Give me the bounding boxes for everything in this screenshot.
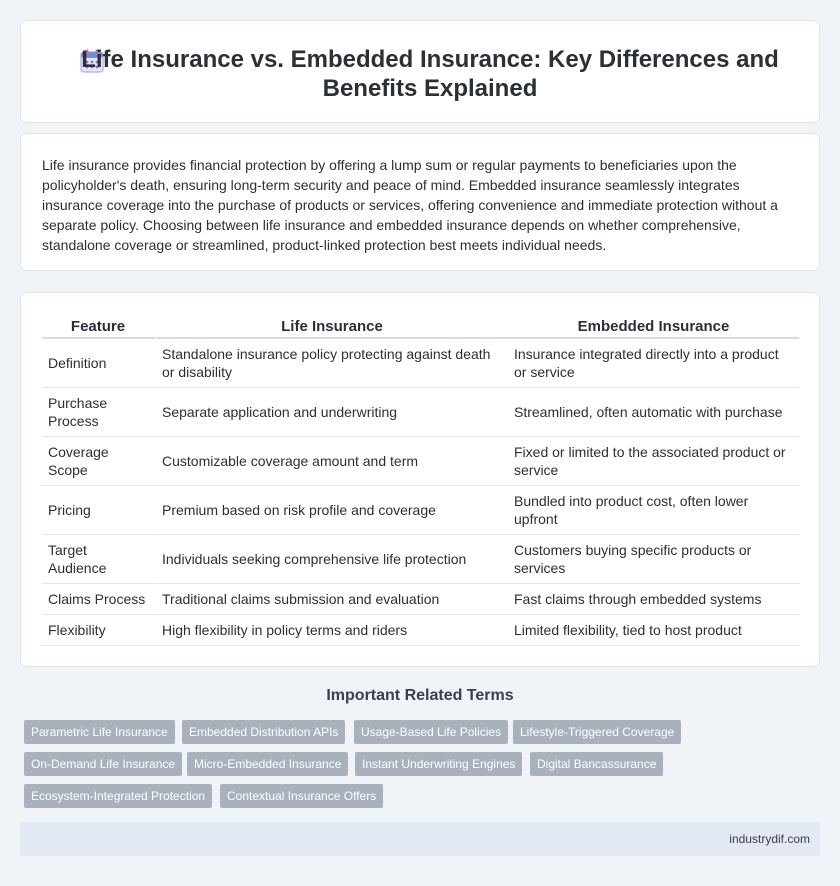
life-insurance-cell: Customizable coverage amount and term bbox=[156, 437, 508, 486]
table-row bbox=[42, 535, 799, 584]
feature-cell: Coverage Scope bbox=[42, 437, 156, 486]
footer bbox=[20, 822, 820, 856]
table-row bbox=[42, 584, 799, 615]
related-term-tag[interactable]: Embedded Distribution APIs bbox=[182, 720, 345, 744]
embedded-insurance-cell: Insurance integrated directly into a product or service bbox=[508, 339, 799, 388]
related-term-tag[interactable]: On-Demand Life Insurance bbox=[24, 752, 182, 776]
table-row bbox=[42, 437, 799, 486]
header-embedded-insurance: Embedded Insurance bbox=[508, 316, 799, 339]
related-term-tag[interactable]: Ecosystem-Integrated Protection bbox=[24, 784, 212, 808]
related-term-tag[interactable]: Lifestyle-Triggered Coverage bbox=[513, 720, 681, 744]
feature-cell: Claims Process bbox=[42, 584, 156, 615]
page-title: Life Insurance vs. Embedded Insurance: Key Differences and Benefits Explained bbox=[81, 46, 779, 102]
life-insurance-cell: High flexibility in policy terms and riders bbox=[156, 615, 508, 646]
embedded-insurance-cell: Fast claims through embedded systems bbox=[508, 584, 799, 615]
feature-cell: Definition bbox=[42, 339, 156, 388]
title-card bbox=[20, 20, 820, 123]
table-row bbox=[42, 615, 799, 646]
embedded-insurance-cell: Streamlined, often automatic with purchase bbox=[508, 388, 799, 437]
related-term-tag[interactable]: Digital Bancassurance bbox=[530, 752, 663, 776]
table-row bbox=[42, 388, 799, 437]
header-feature: Feature bbox=[42, 316, 156, 339]
related-terms-heading: Important Related Terms bbox=[326, 687, 514, 704]
intro-card bbox=[20, 133, 820, 271]
intro-paragraph: Life insurance provides financial protection by offering a lump sum or regular payments to beneficiaries upon the policyholder's death, ensuring long-term security and peace of mind. Embedded insurance seamlessly integrates insurance coverage into the purchase of products or services, offering convenience and immediate protection without a separate policy. Choosing between life insurance and embedded insurance depends on whether comprehensive, standalone coverage or streamlined, product-linked protection best meets individual needs. bbox=[42, 157, 778, 253]
comparison-table-card bbox=[20, 292, 820, 667]
feature-cell: Pricing bbox=[42, 486, 156, 535]
embedded-insurance-cell: Limited flexibility, tied to host product bbox=[508, 615, 799, 646]
related-term-tag[interactable]: Micro-Embedded Insurance bbox=[187, 752, 348, 776]
life-insurance-cell: Traditional claims submission and evaluation bbox=[156, 584, 508, 615]
related-term-tag[interactable]: Instant Underwriting Engines bbox=[355, 752, 522, 776]
embedded-insurance-cell: Fixed or limited to the associated product or service bbox=[508, 437, 799, 486]
life-insurance-cell: Premium based on risk profile and coverage bbox=[156, 486, 508, 535]
embedded-insurance-cell: Customers buying specific products or services bbox=[508, 535, 799, 584]
feature-cell: Flexibility bbox=[42, 615, 156, 646]
related-term-tag[interactable]: Usage-Based Life Policies bbox=[354, 720, 508, 744]
table-row bbox=[42, 486, 799, 535]
table-header-row bbox=[42, 316, 799, 339]
header-life-insurance: Life Insurance bbox=[156, 316, 508, 339]
life-insurance-cell: Individuals seeking comprehensive life protection bbox=[156, 535, 508, 584]
source-link[interactable]: industrydif.com bbox=[729, 832, 810, 846]
life-insurance-cell: Standalone insurance policy protecting against death or disability bbox=[156, 339, 508, 388]
table-row bbox=[42, 339, 799, 388]
comparison-table bbox=[42, 316, 799, 646]
feature-cell: Target Audience bbox=[42, 535, 156, 584]
related-term-tag[interactable]: Parametric Life Insurance bbox=[24, 720, 175, 744]
related-term-tag[interactable]: Contextual Insurance Offers bbox=[220, 784, 383, 808]
life-insurance-cell: Separate application and underwriting bbox=[156, 388, 508, 437]
embedded-insurance-cell: Bundled into product cost, often lower upfront bbox=[508, 486, 799, 535]
feature-cell: Purchase Process bbox=[42, 388, 156, 437]
